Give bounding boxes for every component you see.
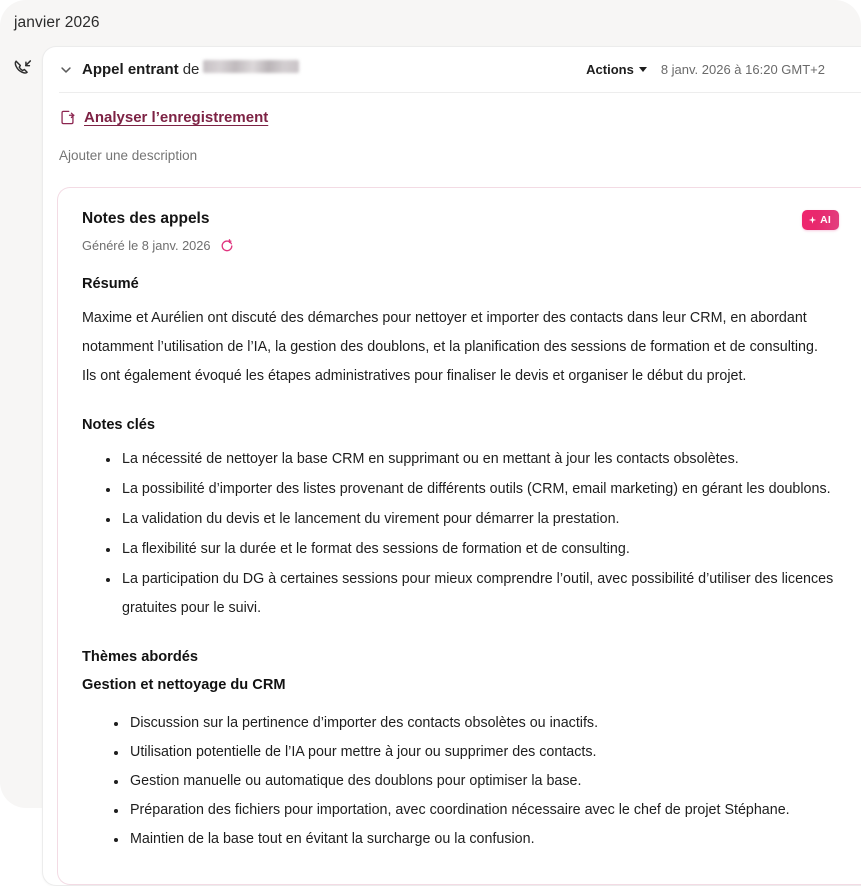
list-item: Discussion sur la pertinence d’importer des contacts obsolètes ou inactifs. bbox=[130, 709, 835, 738]
caret-down-icon bbox=[639, 67, 647, 72]
notes-card-title: Notes des appels bbox=[82, 210, 210, 227]
call-notes-card bbox=[57, 187, 861, 885]
chevron-down-icon[interactable] bbox=[59, 63, 73, 77]
theme-1-title: Gestion et nettoyage du CRM bbox=[82, 677, 286, 693]
list-item: La possibilité d’importer des listes provenant de différents outils (CRM, email marketing) en gérant les doublons. bbox=[122, 475, 835, 504]
list-item: La validation du devis et le lancement du virement pour démarrer la prestation. bbox=[122, 505, 835, 534]
analyse-recording-link[interactable]: Analyser l’enregistrement bbox=[84, 109, 269, 126]
notes-generated-text: Généré le 8 janv. 2026 bbox=[82, 238, 211, 253]
month-label: janvier 2026 bbox=[14, 14, 100, 31]
list-item: Maintien de la base tout en évitant la surcharge ou la confusion. bbox=[130, 825, 835, 854]
list-item: La flexibilité sur la durée et le format des sessions de formation et de consulting. bbox=[122, 535, 835, 564]
list-item: La nécessité de nettoyer la base CRM en supprimant ou en mettant à jour les contacts obsolètes. bbox=[122, 445, 835, 474]
actions-label: Actions bbox=[586, 62, 634, 77]
call-card bbox=[42, 46, 861, 886]
call-header-actions bbox=[586, 62, 843, 77]
call-card-header bbox=[43, 47, 861, 92]
call-title bbox=[82, 61, 299, 78]
list-item: Utilisation potentielle de l’IA pour mettre à jour ou supprimer des contacts. bbox=[130, 738, 835, 767]
ai-badge[interactable] bbox=[802, 210, 839, 230]
actions-button[interactable] bbox=[586, 62, 647, 77]
notes-generated-row bbox=[82, 237, 835, 254]
resume-heading: Résumé bbox=[82, 276, 139, 292]
call-entry-row bbox=[10, 46, 861, 886]
call-de-label: de bbox=[182, 61, 200, 78]
theme-1-list bbox=[82, 709, 835, 854]
incoming-call-icon bbox=[10, 56, 36, 82]
description-input[interactable]: Ajouter une description bbox=[59, 148, 198, 163]
call-timestamp: 8 janv. 2026 à 16:20 GMT+2 bbox=[660, 62, 825, 77]
ai-badge-label: AI bbox=[820, 214, 831, 226]
call-type-label: Appel entrant bbox=[82, 61, 179, 78]
document-analyze-icon bbox=[59, 109, 76, 126]
notes-cles-heading: Notes clés bbox=[82, 417, 156, 433]
analyse-recording-row[interactable] bbox=[43, 93, 861, 126]
regenerate-icon[interactable] bbox=[219, 237, 236, 254]
list-item: Préparation des fichiers pour importation, avec coordination nécessaire avec le chef de projet Stéphane. bbox=[130, 796, 835, 825]
list-item: La participation du DG à certaines sessions pour mieux comprendre l’outil, avec possibilité d’utiliser des licences gratuites pour le suivi. bbox=[122, 565, 835, 623]
resume-paragraph: Maxime et Aurélien ont discuté des démarches pour nettoyer et importer des contacts dans leur CRM, en abordant notamment l’utilisation de l’IA, la gestion des doublons, et la planification des sessions de formation et de consulting. Ils ont également évoqué les étapes administratives pour finaliser le devis et organiser le début du projet. bbox=[82, 310, 818, 384]
notes-cles-list bbox=[82, 445, 835, 623]
themes-heading: Thèmes abordés bbox=[82, 649, 198, 665]
sparkle-icon bbox=[808, 216, 817, 225]
list-item: Gestion manuelle ou automatique des doublons pour optimiser la base. bbox=[130, 767, 835, 796]
contact-name-redacted[interactable] bbox=[203, 60, 299, 73]
